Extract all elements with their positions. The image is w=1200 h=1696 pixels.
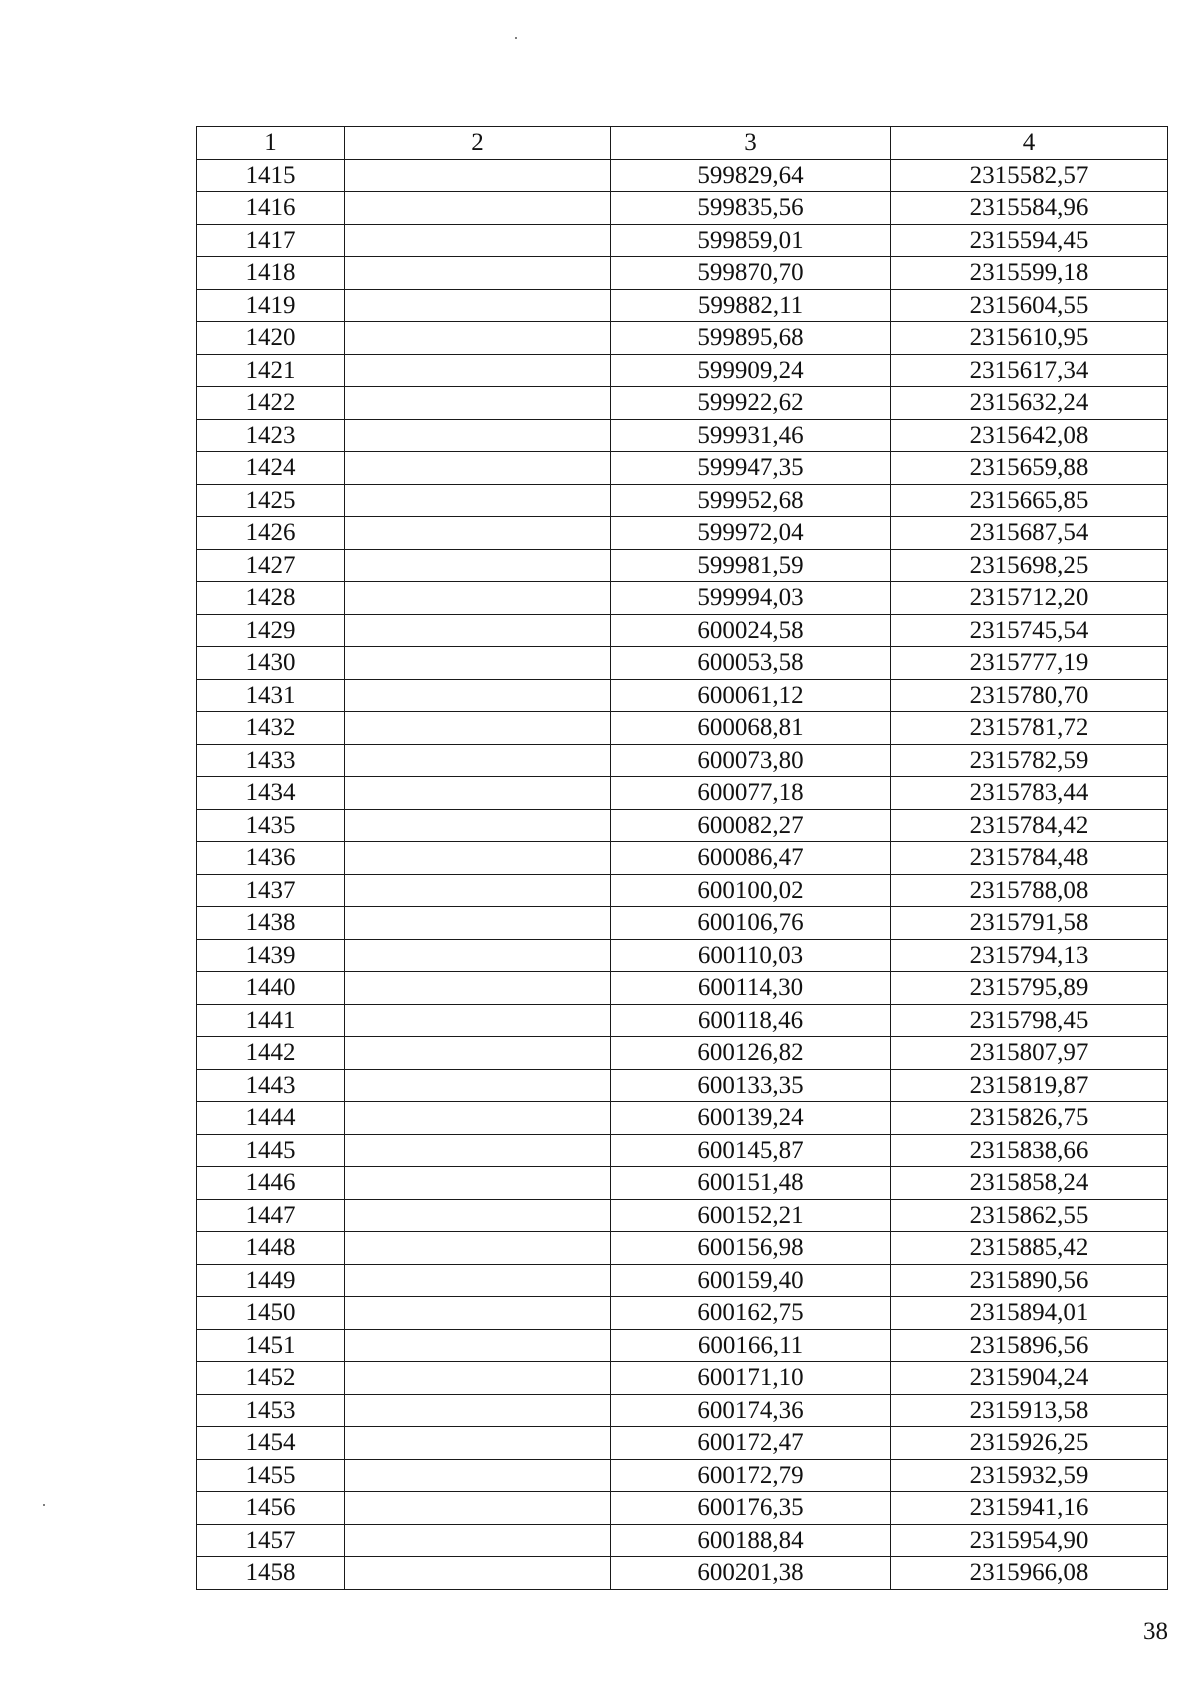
y-coordinate-cell: 2315783,44 <box>891 777 1168 810</box>
table-row <box>197 289 1168 322</box>
name-cell <box>345 322 611 355</box>
x-coordinate-cell: 599952,68 <box>611 484 891 517</box>
y-coordinate-cell: 2315617,34 <box>891 354 1168 387</box>
table-row <box>197 1362 1168 1395</box>
name-cell <box>345 1102 611 1135</box>
x-coordinate-cell: 600171,10 <box>611 1362 891 1395</box>
point-number-cell: 1424 <box>197 452 345 485</box>
table-row <box>197 1427 1168 1460</box>
name-cell <box>345 1459 611 1492</box>
point-number-cell: 1454 <box>197 1427 345 1460</box>
y-coordinate-cell: 2315777,19 <box>891 647 1168 680</box>
name-cell <box>345 419 611 452</box>
table-row <box>197 452 1168 485</box>
x-coordinate-cell: 599870,70 <box>611 257 891 290</box>
y-coordinate-cell: 2315885,42 <box>891 1232 1168 1265</box>
point-number-cell: 1455 <box>197 1459 345 1492</box>
x-coordinate-cell: 599882,11 <box>611 289 891 322</box>
table-row <box>197 679 1168 712</box>
name-cell <box>345 224 611 257</box>
name-cell <box>345 1329 611 1362</box>
name-cell <box>345 939 611 972</box>
table-row <box>197 1492 1168 1525</box>
table-row <box>197 1524 1168 1557</box>
name-cell <box>345 1004 611 1037</box>
x-coordinate-cell: 600151,48 <box>611 1167 891 1200</box>
x-coordinate-cell: 600172,79 <box>611 1459 891 1492</box>
point-number-cell: 1416 <box>197 192 345 225</box>
table-row <box>197 874 1168 907</box>
point-number-cell: 1444 <box>197 1102 345 1135</box>
header-col-2: 2 <box>345 127 611 160</box>
point-number-cell: 1439 <box>197 939 345 972</box>
name-cell <box>345 1427 611 1460</box>
y-coordinate-cell: 2315858,24 <box>891 1167 1168 1200</box>
table-row <box>197 1264 1168 1297</box>
y-coordinate-cell: 2315784,48 <box>891 842 1168 875</box>
point-number-cell: 1418 <box>197 257 345 290</box>
table-row <box>197 517 1168 550</box>
name-cell <box>345 1394 611 1427</box>
name-cell <box>345 1524 611 1557</box>
x-coordinate-cell: 600118,46 <box>611 1004 891 1037</box>
table-row <box>197 614 1168 647</box>
y-coordinate-cell: 2315966,08 <box>891 1557 1168 1590</box>
point-number-cell: 1429 <box>197 614 345 647</box>
y-coordinate-cell: 2315795,89 <box>891 972 1168 1005</box>
x-coordinate-cell: 600133,35 <box>611 1069 891 1102</box>
y-coordinate-cell: 2315594,45 <box>891 224 1168 257</box>
name-cell <box>345 517 611 550</box>
point-number-cell: 1447 <box>197 1199 345 1232</box>
name-cell <box>345 679 611 712</box>
table-row <box>197 1004 1168 1037</box>
point-number-cell: 1428 <box>197 582 345 615</box>
x-coordinate-cell: 600176,35 <box>611 1492 891 1525</box>
y-coordinate-cell: 2315794,13 <box>891 939 1168 972</box>
y-coordinate-cell: 2315604,55 <box>891 289 1168 322</box>
x-coordinate-cell: 599931,46 <box>611 419 891 452</box>
x-coordinate-cell: 600152,21 <box>611 1199 891 1232</box>
x-coordinate-cell: 600156,98 <box>611 1232 891 1265</box>
table-row <box>197 809 1168 842</box>
table-row <box>197 1329 1168 1362</box>
x-coordinate-cell: 599922,62 <box>611 387 891 420</box>
name-cell <box>345 289 611 322</box>
x-coordinate-cell: 600106,76 <box>611 907 891 940</box>
point-number-cell: 1457 <box>197 1524 345 1557</box>
point-number-cell: 1442 <box>197 1037 345 1070</box>
table-body <box>197 159 1168 1589</box>
y-coordinate-cell: 2315819,87 <box>891 1069 1168 1102</box>
name-cell <box>345 777 611 810</box>
name-cell <box>345 484 611 517</box>
point-number-cell: 1425 <box>197 484 345 517</box>
table-row <box>197 1102 1168 1135</box>
table-row <box>197 939 1168 972</box>
point-number-cell: 1417 <box>197 224 345 257</box>
scan-speck <box>43 1504 45 1506</box>
x-coordinate-cell: 600162,75 <box>611 1297 891 1330</box>
table-row <box>197 257 1168 290</box>
point-number-cell: 1440 <box>197 972 345 1005</box>
x-coordinate-cell: 600139,24 <box>611 1102 891 1135</box>
x-coordinate-cell: 600172,47 <box>611 1427 891 1460</box>
point-number-cell: 1426 <box>197 517 345 550</box>
table-row <box>197 192 1168 225</box>
point-number-cell: 1451 <box>197 1329 345 1362</box>
y-coordinate-cell: 2315932,59 <box>891 1459 1168 1492</box>
x-coordinate-cell: 600086,47 <box>611 842 891 875</box>
name-cell <box>345 842 611 875</box>
name-cell <box>345 192 611 225</box>
table-row <box>197 1037 1168 1070</box>
y-coordinate-cell: 2315698,25 <box>891 549 1168 582</box>
name-cell <box>345 1362 611 1395</box>
y-coordinate-cell: 2315780,70 <box>891 679 1168 712</box>
table-row <box>197 777 1168 810</box>
y-coordinate-cell: 2315665,85 <box>891 484 1168 517</box>
name-cell <box>345 1199 611 1232</box>
x-coordinate-cell: 600073,80 <box>611 744 891 777</box>
y-coordinate-cell: 2315798,45 <box>891 1004 1168 1037</box>
point-number-cell: 1436 <box>197 842 345 875</box>
name-cell <box>345 582 611 615</box>
point-number-cell: 1427 <box>197 549 345 582</box>
name-cell <box>345 1037 611 1070</box>
table-row <box>197 1394 1168 1427</box>
name-cell <box>345 907 611 940</box>
point-number-cell: 1422 <box>197 387 345 420</box>
x-coordinate-cell: 600159,40 <box>611 1264 891 1297</box>
y-coordinate-cell: 2315896,56 <box>891 1329 1168 1362</box>
table-row <box>197 387 1168 420</box>
point-number-cell: 1449 <box>197 1264 345 1297</box>
header-col-1: 1 <box>197 127 345 160</box>
x-coordinate-cell: 600126,82 <box>611 1037 891 1070</box>
scan-speck <box>515 37 517 39</box>
y-coordinate-cell: 2315781,72 <box>891 712 1168 745</box>
table-row <box>197 549 1168 582</box>
name-cell <box>345 744 611 777</box>
y-coordinate-cell: 2315784,42 <box>891 809 1168 842</box>
y-coordinate-cell: 2315642,08 <box>891 419 1168 452</box>
x-coordinate-cell: 599947,35 <box>611 452 891 485</box>
header-col-4: 4 <box>891 127 1168 160</box>
y-coordinate-cell: 2315826,75 <box>891 1102 1168 1135</box>
x-coordinate-cell: 600201,38 <box>611 1557 891 1590</box>
point-number-cell: 1435 <box>197 809 345 842</box>
table-row <box>197 842 1168 875</box>
x-coordinate-cell: 599981,59 <box>611 549 891 582</box>
table-row <box>197 1167 1168 1200</box>
name-cell <box>345 1232 611 1265</box>
x-coordinate-cell: 600188,84 <box>611 1524 891 1557</box>
x-coordinate-cell: 600110,03 <box>611 939 891 972</box>
x-coordinate-cell: 600068,81 <box>611 712 891 745</box>
y-coordinate-cell: 2315712,20 <box>891 582 1168 615</box>
x-coordinate-cell: 600166,11 <box>611 1329 891 1362</box>
x-coordinate-cell: 600024,58 <box>611 614 891 647</box>
point-number-cell: 1420 <box>197 322 345 355</box>
y-coordinate-cell: 2315659,88 <box>891 452 1168 485</box>
y-coordinate-cell: 2315599,18 <box>891 257 1168 290</box>
point-number-cell: 1423 <box>197 419 345 452</box>
name-cell <box>345 874 611 907</box>
y-coordinate-cell: 2315582,57 <box>891 159 1168 192</box>
x-coordinate-cell: 599895,68 <box>611 322 891 355</box>
y-coordinate-cell: 2315807,97 <box>891 1037 1168 1070</box>
name-cell <box>345 452 611 485</box>
point-number-cell: 1450 <box>197 1297 345 1330</box>
x-coordinate-cell: 599859,01 <box>611 224 891 257</box>
x-coordinate-cell: 600061,12 <box>611 679 891 712</box>
x-coordinate-cell: 599994,03 <box>611 582 891 615</box>
point-number-cell: 1445 <box>197 1134 345 1167</box>
table-row <box>197 419 1168 452</box>
header-col-3: 3 <box>611 127 891 160</box>
table-row <box>197 322 1168 355</box>
name-cell <box>345 387 611 420</box>
name-cell <box>345 809 611 842</box>
x-coordinate-cell: 600082,27 <box>611 809 891 842</box>
point-number-cell: 1458 <box>197 1557 345 1590</box>
point-number-cell: 1446 <box>197 1167 345 1200</box>
y-coordinate-cell: 2315904,24 <box>891 1362 1168 1395</box>
name-cell <box>345 1069 611 1102</box>
x-coordinate-cell: 599835,56 <box>611 192 891 225</box>
page-number: 38 <box>1143 1618 1168 1645</box>
table-row <box>197 159 1168 192</box>
table-row <box>197 1134 1168 1167</box>
point-number-cell: 1452 <box>197 1362 345 1395</box>
table-row <box>197 1297 1168 1330</box>
y-coordinate-cell: 2315926,25 <box>891 1427 1168 1460</box>
name-cell <box>345 354 611 387</box>
point-number-cell: 1434 <box>197 777 345 810</box>
x-coordinate-cell: 599829,64 <box>611 159 891 192</box>
x-coordinate-cell: 599909,24 <box>611 354 891 387</box>
name-cell <box>345 1297 611 1330</box>
y-coordinate-cell: 2315632,24 <box>891 387 1168 420</box>
y-coordinate-cell: 2315610,95 <box>891 322 1168 355</box>
coordinates-table <box>196 126 1168 1590</box>
y-coordinate-cell: 2315954,90 <box>891 1524 1168 1557</box>
table-row <box>197 744 1168 777</box>
table-row <box>197 647 1168 680</box>
name-cell <box>345 257 611 290</box>
table-row <box>197 907 1168 940</box>
table-row <box>197 1069 1168 1102</box>
x-coordinate-cell: 600100,02 <box>611 874 891 907</box>
y-coordinate-cell: 2315745,54 <box>891 614 1168 647</box>
point-number-cell: 1433 <box>197 744 345 777</box>
table-row <box>197 1232 1168 1265</box>
table-row <box>197 972 1168 1005</box>
point-number-cell: 1456 <box>197 1492 345 1525</box>
point-number-cell: 1415 <box>197 159 345 192</box>
y-coordinate-cell: 2315890,56 <box>891 1264 1168 1297</box>
y-coordinate-cell: 2315782,59 <box>891 744 1168 777</box>
point-number-cell: 1437 <box>197 874 345 907</box>
name-cell <box>345 972 611 1005</box>
point-number-cell: 1430 <box>197 647 345 680</box>
x-coordinate-cell: 600114,30 <box>611 972 891 1005</box>
y-coordinate-cell: 2315894,01 <box>891 1297 1168 1330</box>
y-coordinate-cell: 2315913,58 <box>891 1394 1168 1427</box>
x-coordinate-cell: 600145,87 <box>611 1134 891 1167</box>
name-cell <box>345 1167 611 1200</box>
table-row <box>197 354 1168 387</box>
name-cell <box>345 1134 611 1167</box>
y-coordinate-cell: 2315584,96 <box>891 192 1168 225</box>
y-coordinate-cell: 2315687,54 <box>891 517 1168 550</box>
y-coordinate-cell: 2315941,16 <box>891 1492 1168 1525</box>
name-cell <box>345 712 611 745</box>
y-coordinate-cell: 2315838,66 <box>891 1134 1168 1167</box>
name-cell <box>345 549 611 582</box>
point-number-cell: 1448 <box>197 1232 345 1265</box>
point-number-cell: 1453 <box>197 1394 345 1427</box>
y-coordinate-cell: 2315862,55 <box>891 1199 1168 1232</box>
point-number-cell: 1421 <box>197 354 345 387</box>
point-number-cell: 1419 <box>197 289 345 322</box>
name-cell <box>345 647 611 680</box>
point-number-cell: 1441 <box>197 1004 345 1037</box>
point-number-cell: 1443 <box>197 1069 345 1102</box>
name-cell <box>345 614 611 647</box>
table-row <box>197 1199 1168 1232</box>
y-coordinate-cell: 2315788,08 <box>891 874 1168 907</box>
y-coordinate-cell: 2315791,58 <box>891 907 1168 940</box>
name-cell <box>345 1492 611 1525</box>
table-row <box>197 1459 1168 1492</box>
x-coordinate-cell: 599972,04 <box>611 517 891 550</box>
name-cell <box>345 159 611 192</box>
name-cell <box>345 1557 611 1590</box>
table-row <box>197 712 1168 745</box>
name-cell <box>345 1264 611 1297</box>
point-number-cell: 1432 <box>197 712 345 745</box>
table-header <box>197 127 1168 160</box>
table-row <box>197 224 1168 257</box>
x-coordinate-cell: 600174,36 <box>611 1394 891 1427</box>
table-row <box>197 484 1168 517</box>
x-coordinate-cell: 600077,18 <box>611 777 891 810</box>
header-row <box>197 127 1168 160</box>
x-coordinate-cell: 600053,58 <box>611 647 891 680</box>
point-number-cell: 1431 <box>197 679 345 712</box>
point-number-cell: 1438 <box>197 907 345 940</box>
table-row <box>197 1557 1168 1590</box>
table-row <box>197 582 1168 615</box>
